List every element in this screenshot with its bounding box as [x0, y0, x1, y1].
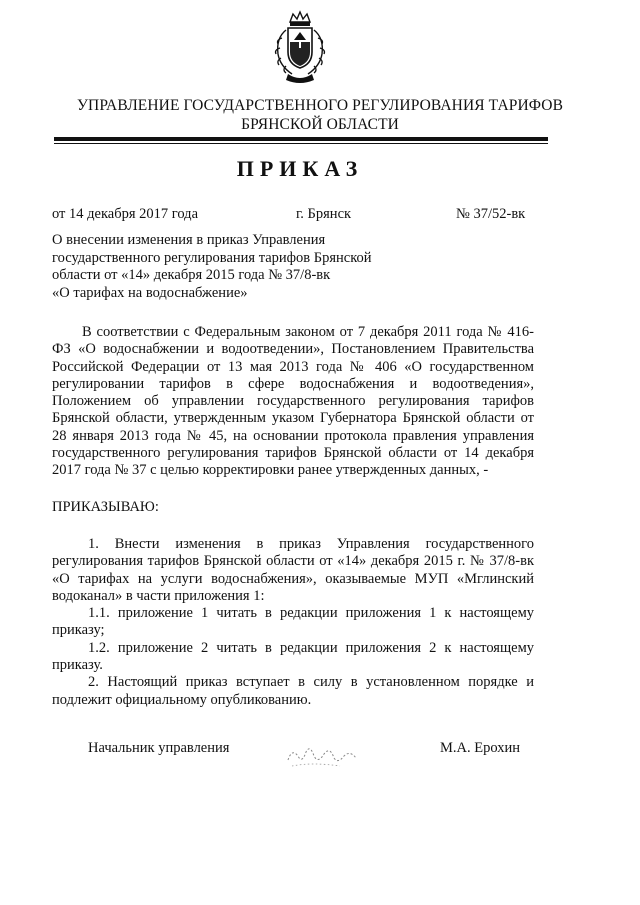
- agency-name-line1: УПРАВЛЕНИЕ ГОСУДАРСТВЕННОГО РЕГУЛИРОВАНИЯ ТАРИФОВ: [76, 97, 564, 114]
- subject-line: области от «14» декабря 2015 года № 37/8-вк: [52, 267, 331, 283]
- document-subject: [52, 232, 412, 302]
- order-item-1-2: 1.2. приложение 2 читать в редакции приложения 2 к настоящему приказу.: [52, 639, 534, 674]
- document-date: от 14 декабря 2017 года: [52, 206, 198, 222]
- order-item-2: 2. Настоящий приказ вступает в силу в установленном порядке и подлежит официальному опубликованию.: [52, 674, 534, 708]
- order-item-1-1: 1.1. приложение 1 читать в редакции приложения 1 к настоящему приказу;: [52, 605, 534, 639]
- signatory-title: Начальник управления: [88, 740, 230, 756]
- preamble-paragraph: В соответствии с Федеральным законом от 7 декабря 2011 года № 416-ФЗ «О водоснабжении и водоотведении», Постановлением Правительства Российской Федерации от 13 мая 2013 года № 406 «О государственном регулировании тарифов в сфере водоснабжения и водоотведения», Положением об управлении государственного регулирования тарифов Брянской области, утвержденным указом Губернатора Брянской области от 28 января 2013 года № 45, на основании протокола правления управления государственного регулирования тарифов Брянской области от 14 декабря 2017 года № 37 с целью корректировки ранее утвержденных данных, -: [52, 324, 534, 479]
- document-city: г. Брянск: [296, 206, 352, 222]
- document-title: ПРИКАЗ: [236, 156, 364, 181]
- order-items: [52, 536, 534, 709]
- header-divider-thick: [54, 137, 548, 141]
- header-divider-thin: [54, 143, 548, 144]
- agency-name-line2: БРЯНСКОЙ ОБЛАСТИ: [241, 116, 399, 133]
- order-word: ПРИКАЗЫВАЮ:: [52, 499, 159, 515]
- subject-line: государственного регулирования тарифов Брянской: [52, 249, 372, 266]
- order-item-1: 1. Внести изменения в приказ Управления государственного регулирования тарифов Брянской области от «14» декабря 2015 г. № 37/8-вк «О тарифах на услуги водоснабжения», оказываемые МУП «Мглинский водоканал» в части приложения 1:: [52, 536, 534, 604]
- subject-line: «О тарифах на водоснабжение»: [52, 284, 248, 301]
- signatory-name: М.А. Ерохин: [440, 740, 521, 756]
- bryansk-coat-of-arms-icon: [268, 8, 332, 88]
- subject-line: О внесении изменения в приказ Управления: [52, 232, 326, 248]
- document-number: № 37/52-вк: [456, 206, 526, 222]
- handwritten-signature-icon: [282, 738, 362, 774]
